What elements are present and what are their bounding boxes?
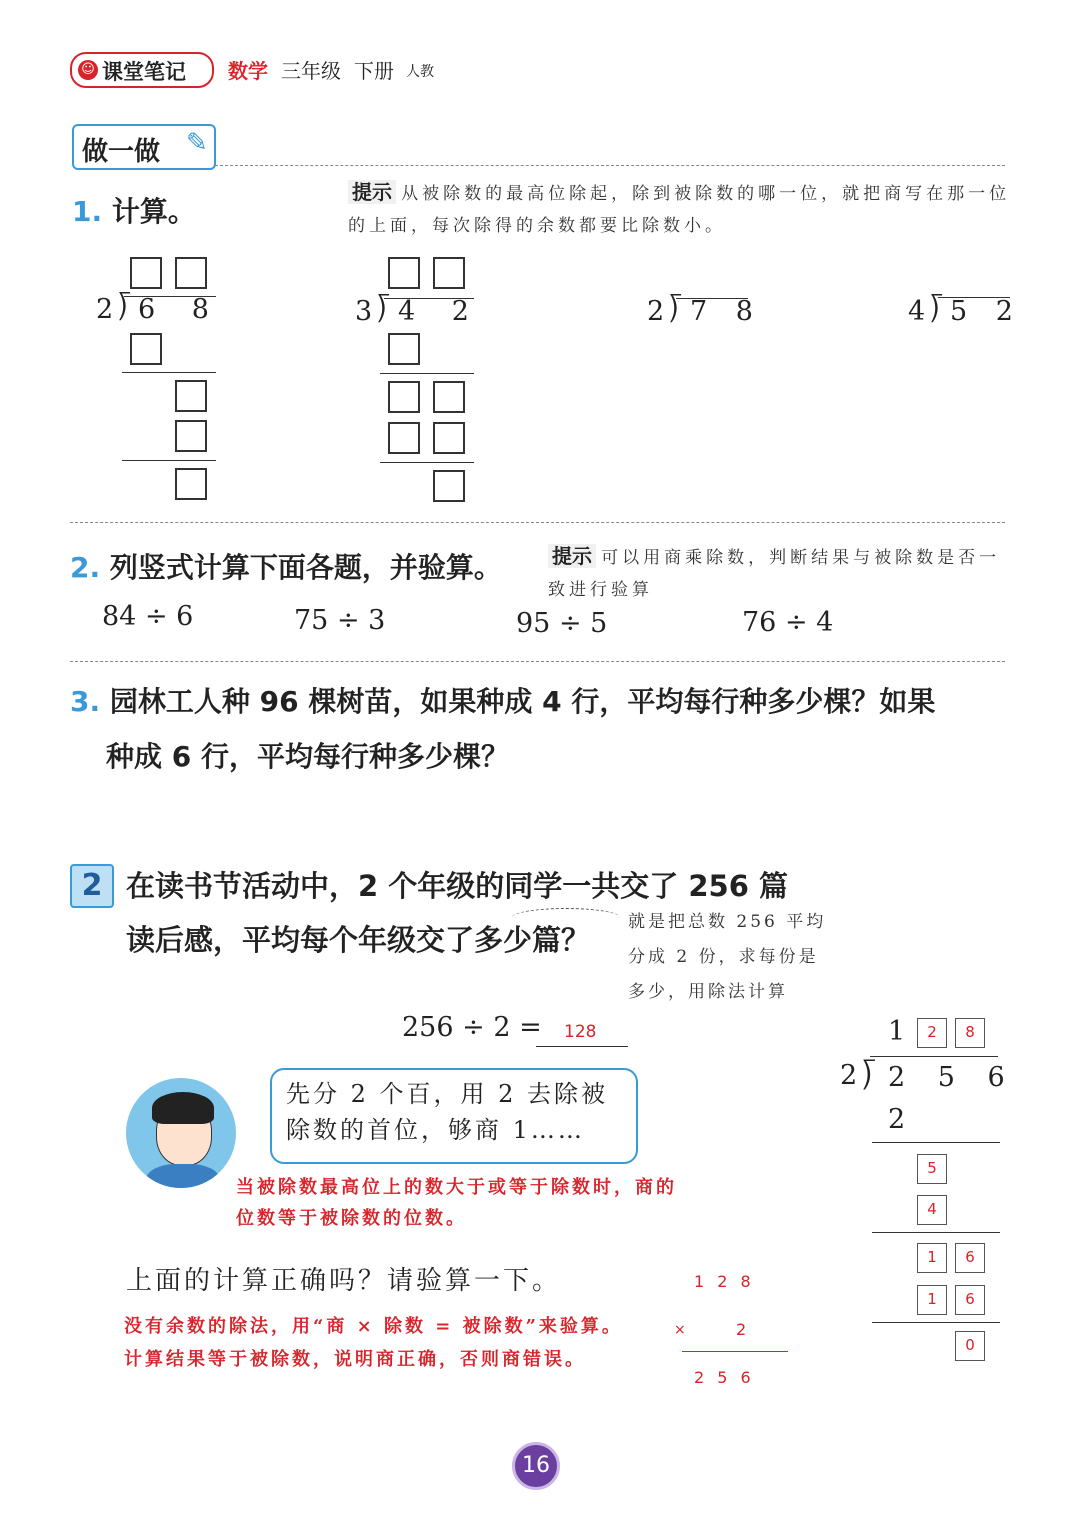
avatar-hair: [152, 1092, 214, 1124]
q2-problem: 95 ÷ 5: [516, 608, 608, 639]
q2-problem: 75 ÷ 3: [294, 605, 386, 636]
dividend: 4 2: [398, 296, 483, 327]
header-subject: 数学: [228, 59, 268, 83]
page-number-badge: [512, 1442, 560, 1490]
bracket-icon: ⟌: [377, 294, 390, 329]
q1-title: [72, 190, 196, 230]
example-side-note: 就是把总数 256 平均分成 2 份，求每份是多少，用除法计算: [628, 912, 827, 1002]
q2-hint-text: 可以用商乘除数，判断结果与被除数是否一致进行验算: [548, 548, 1001, 600]
example-answer-line: [536, 1046, 628, 1047]
answer-box[interactable]: [175, 257, 207, 289]
bracket-icon: ⟌: [930, 294, 943, 329]
example-answer: 128: [564, 1022, 597, 1042]
q3-line1: [70, 680, 935, 720]
q2-text: 列竖式计算下面各题，并验算。: [109, 551, 502, 584]
section-title: 做一做: [82, 137, 161, 167]
speech-bubble-text: 先分 2 个百，用 2 去除被除数的首位，够商 1……: [286, 1080, 609, 1144]
example-note-2-line2: 计算结果等于被除数，说明商正确，否则商错误。: [124, 1349, 586, 1370]
subtract-line: [122, 460, 216, 461]
vinculum: [870, 1056, 998, 1057]
speech-bubble: [270, 1068, 638, 1164]
q1-number: 1.: [72, 195, 103, 228]
example-note-1: 当被除数最高位上的数大于或等于除数时，商的位数等于被除数的位数。: [236, 1177, 677, 1229]
answer-box[interactable]: [175, 468, 207, 500]
divider: [70, 661, 1005, 662]
q1-hint: [348, 176, 1013, 242]
section-title-box: [72, 124, 216, 170]
subtract-line: [380, 462, 474, 463]
divider: [215, 165, 1005, 166]
boy-avatar: [126, 1078, 236, 1188]
pencil-icon: ✎: [186, 128, 208, 158]
verify-op: ×: [674, 1322, 686, 1338]
header: [70, 52, 570, 88]
divider: [70, 522, 1005, 523]
longdiv-dividend: 2 5 6: [888, 1062, 1017, 1093]
q3-text-line1: 园林工人种 96 棵树苗，如果种成 4 行，平均每行种多少棵？如果: [109, 685, 936, 718]
q1-hint-label: 提示: [348, 180, 396, 204]
example-number: 2: [81, 868, 103, 903]
q1-hint-text: 从被除数的最高位除起，除到被除数的哪一位，就把商写在那一位的上面，每次除得的余数都要比除数小。: [348, 184, 1011, 236]
longdiv-box: 5: [917, 1154, 947, 1184]
subtract-line: [380, 373, 474, 374]
verify-multiplier: 2: [736, 1320, 747, 1339]
header-volume: 下册: [354, 59, 394, 83]
answer-box[interactable]: [388, 422, 420, 454]
quotient-digit-box: 8: [955, 1018, 985, 1048]
example-line2: 读后感，平均每个年级交了多少篇？: [126, 923, 591, 957]
verify-line: [682, 1351, 788, 1352]
longdiv-divisor: 2: [840, 1060, 858, 1091]
bracket-icon: ⟌: [862, 1058, 875, 1096]
answer-box[interactable]: [433, 381, 465, 413]
answer-box[interactable]: [175, 380, 207, 412]
longdiv-box: 4: [917, 1195, 947, 1225]
longdiv-box: 1: [917, 1285, 947, 1315]
bracket-icon: ⟌: [669, 294, 682, 329]
divisor: 2: [96, 294, 114, 325]
dividend: 5 2: [950, 296, 1023, 327]
longdiv-remainder-box: 0: [955, 1331, 985, 1361]
q2-title: [70, 546, 502, 586]
q2-problem: 84 ÷ 6: [102, 601, 194, 632]
divisor: 3: [355, 296, 373, 327]
dividend: 6 8: [138, 294, 223, 325]
bracket-icon: ⟌: [118, 292, 131, 327]
answer-box[interactable]: [175, 420, 207, 452]
header-badge-text: 课堂笔记: [102, 60, 186, 84]
example-equation: 256 ÷ 2 =: [402, 1012, 542, 1043]
header-grade: 三年级: [281, 59, 341, 83]
quotient-first-digit: 1: [888, 1016, 906, 1047]
q1-text: 计算。: [111, 195, 196, 228]
q2-hint-label: 提示: [548, 544, 596, 568]
subtract-line: [872, 1232, 1000, 1233]
longdiv-box: 6: [955, 1285, 985, 1315]
q3-number: 3.: [70, 685, 101, 718]
subtract-line: [872, 1322, 1000, 1323]
verify-top: 1 2 8: [694, 1272, 755, 1291]
answer-box[interactable]: [130, 333, 162, 365]
q3-text-line2: 种成 6 行，平均每行种多少棵？: [106, 740, 509, 773]
q2-hint: [548, 540, 1008, 606]
header-badge: [70, 52, 214, 88]
example-line1: 在读书节活动中，2 个年级的同学一共交了 256 篇: [126, 869, 789, 903]
answer-box[interactable]: [433, 470, 465, 502]
example-number-badge: [70, 864, 114, 908]
example-note-2-line1: 没有余数的除法，用“商 × 除数 = 被除数”来验算。: [124, 1316, 623, 1337]
verify-result: 2 5 6: [694, 1368, 755, 1387]
answer-box[interactable]: [388, 333, 420, 365]
longdiv-step1: 2: [888, 1104, 906, 1135]
divisor: 4: [908, 296, 926, 327]
answer-box[interactable]: [433, 422, 465, 454]
longdiv-box: 1: [917, 1243, 947, 1273]
check-question: 上面的计算正确吗？请验算一下。: [126, 1266, 562, 1296]
q2-number: 2.: [70, 551, 101, 584]
answer-box[interactable]: [388, 381, 420, 413]
subtract-line: [122, 372, 216, 373]
dividend: 7 8: [690, 296, 763, 327]
q2-problem: 76 ÷ 4: [742, 607, 834, 638]
divisor: 2: [647, 296, 665, 327]
header-edition: 人教: [406, 64, 434, 80]
answer-box[interactable]: [130, 257, 162, 289]
subtract-line: [872, 1142, 1000, 1143]
answer-box[interactable]: [388, 257, 420, 289]
longdiv-box: 6: [955, 1243, 985, 1273]
quotient-digit-box: 2: [917, 1018, 947, 1048]
page-number: 16: [522, 1453, 550, 1478]
smile-icon: ☺: [78, 60, 98, 80]
dashed-arrow-icon: [512, 908, 620, 927]
avatar-body: [146, 1164, 220, 1188]
answer-box[interactable]: [433, 257, 465, 289]
